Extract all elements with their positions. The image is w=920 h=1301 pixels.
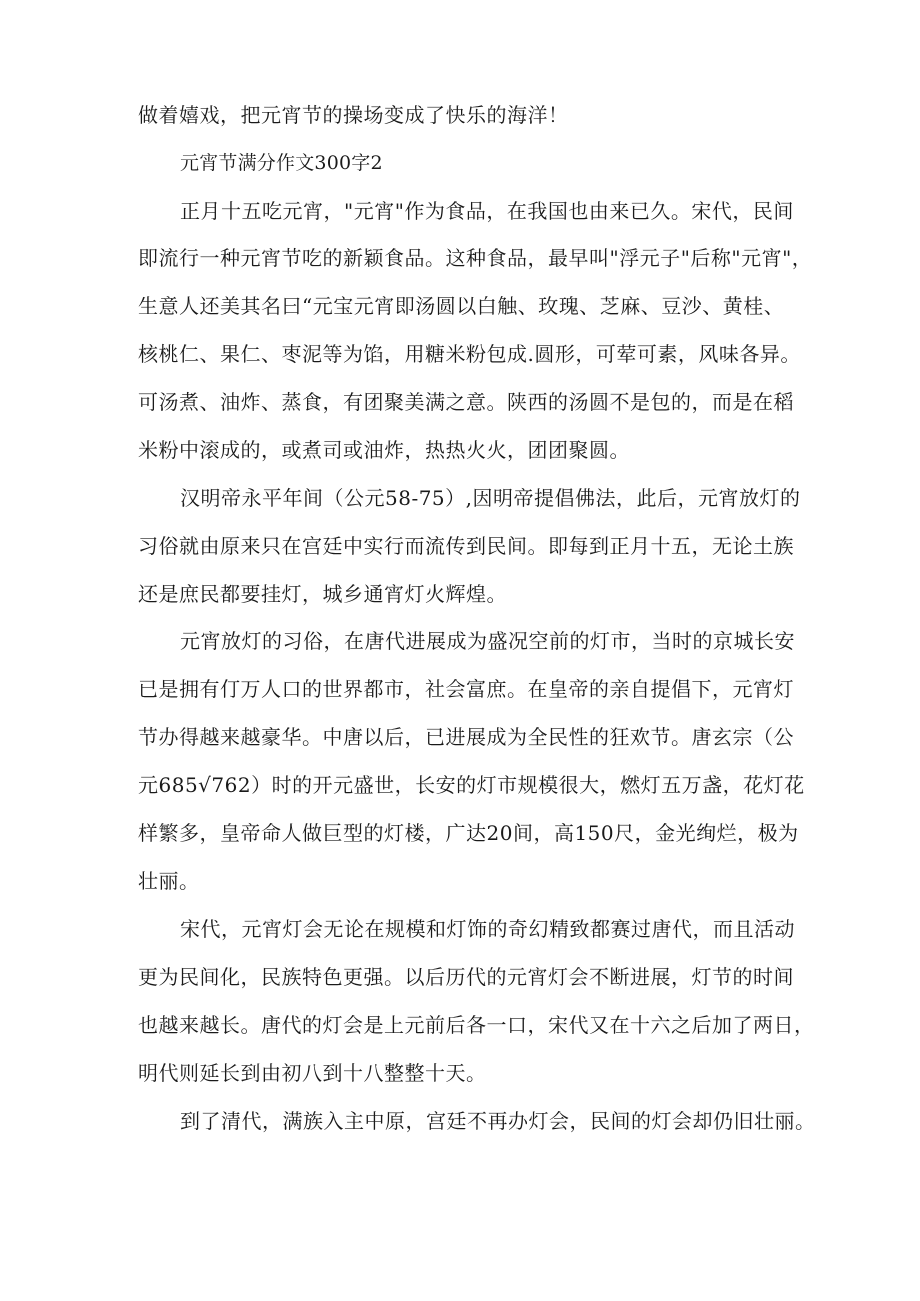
paragraph-line: 节办得越来越豪华。中唐以后，已进展成为全民性的狂欢节。唐玄宗（公 [138, 725, 794, 749]
paragraph-line: 明代则延长到由初八到十八整整十天。 [138, 1061, 487, 1085]
paragraph-line: 样繁多，皇帝命人做巨型的灯楼，广达20间，高150尺，金光绚烂，极为 [138, 821, 799, 845]
paragraph-line: 元685√762）时的开元盛世，长安的灯市规模很大，燃灯五万盏，花灯花 [138, 773, 805, 797]
paragraph-line: 可汤煮、油炸、蒸食，有团聚美满之意。陕西的汤圆不是包的，而是在稻 [138, 390, 794, 414]
paragraph-line: 做着嬉戏，把元宵节的操场变成了快乐的海洋！ [138, 103, 569, 127]
paragraph-line: 宋代，元宵灯会无论在规模和灯饰的奇幻精致都赛过唐代，而且活动 [180, 917, 795, 941]
paragraph-line: 元宵放灯的习俗，在唐代进展成为盛况空前的灯市，当时的京城长安 [180, 629, 795, 653]
section-title: 元宵节满分作文300字2 [180, 152, 383, 174]
paragraph-line: 即流行一种元宵节吃的新颖食品。这种食品，最早叫"浮元子"后称"元宵"， [138, 246, 813, 270]
paragraph-line: 已是拥有仃万人口的世界都市，社会富庶。在皇帝的亲自提倡下，元宵灯 [138, 677, 794, 701]
paragraph-line: 正月十五吃元宵，"元宵"作为食品，在我国也由来已久。宋代，民间 [180, 199, 794, 223]
paragraph-line: 生意人还美其名曰“元宝元宵即汤圆以白触、玫瑰、芝麻、豆沙、黄桂、 [138, 294, 785, 318]
paragraph-line: 还是庶民都要挂灯，城乡通宵灯火辉煌。 [138, 582, 507, 606]
paragraph-line: 更为民间化，民族特色更强。以后历代的元宵灯会不断进展，灯节的时间 [138, 965, 794, 989]
paragraph-line: 壮丽。 [138, 869, 200, 893]
paragraph-line: 汉明帝永平年间（公元58-75）,因明帝提倡佛法，此后，元宵放灯的 [180, 486, 801, 510]
paragraph-line: 习俗就由原来只在宫廷中实行而流传到民间。即每到正月十五，无论土族 [138, 534, 794, 558]
paragraph-line: 核桃仁、果仁、枣泥等为馅，用糖米粉包成.圆形，可荤可素，风味各异。 [138, 342, 801, 366]
paragraph-line: 到了清代，满族入主中原，宫廷不再办灯会，民间的灯会却仍旧壮丽。 [180, 1109, 816, 1133]
paragraph-line: 也越来越长。唐代的灯会是上元前后各一口，宋代又在十六之后加了两日， [138, 1013, 815, 1037]
paragraph-line: 米粉中滚成的，或煮司或油炸，热热火火，团团聚圆。 [138, 438, 630, 462]
